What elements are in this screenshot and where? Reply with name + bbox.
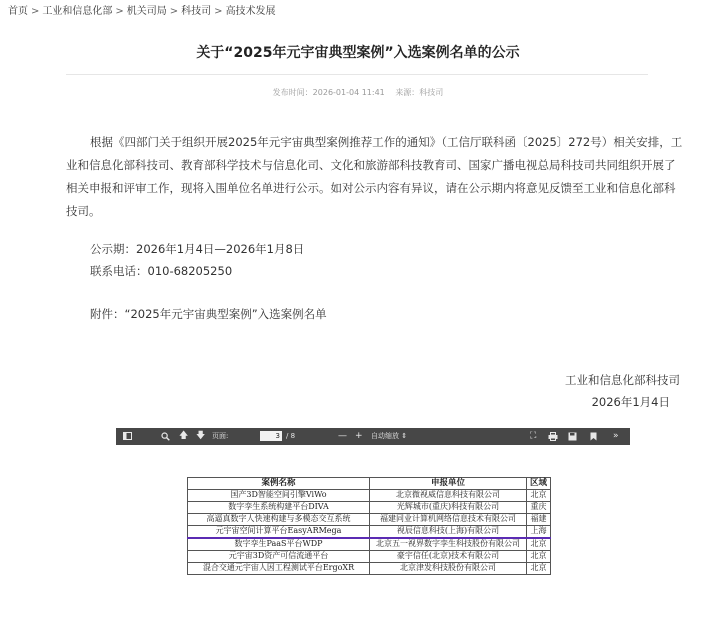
attachment-link[interactable]: 附件：“2025年元宇宙典型案例”入选案例名单 [90, 307, 327, 321]
case-name-cell: 元宇宙3D资产可信流通平台 [188, 551, 370, 563]
print-icon[interactable] [548, 428, 558, 445]
applicant-cell: 北京五一视界数字孪生科技股份有限公司 [370, 538, 527, 551]
applicant-cell: 北京津发科技股份有限公司 [370, 563, 527, 575]
arrow-down-icon[interactable]: 🡇 [196, 431, 206, 441]
table-row [188, 490, 551, 502]
table-row [188, 551, 551, 563]
case-name-cell: 数字孪生系统构建平台DIVA [188, 502, 370, 514]
header-case-name: 案例名称 [188, 478, 370, 490]
page-label: 页面: [212, 432, 229, 440]
pdf-page [116, 445, 630, 640]
pdf-viewer [116, 428, 630, 640]
breadcrumb-keji-link[interactable]: 科技司 [181, 6, 212, 17]
arrow-up-icon[interactable]: 🡅 [179, 431, 189, 441]
breadcrumb-departments-link[interactable]: 机关司局 [126, 6, 167, 17]
region-cell: 北京 [527, 563, 551, 575]
applicant-cell: 豪宇信任(北京)技术有限公司 [370, 551, 527, 563]
article-source: 来源：科技司 [395, 88, 444, 97]
region-cell: 北京 [527, 551, 551, 563]
title-divider [66, 74, 648, 75]
article-meta [0, 87, 716, 98]
breadcrumb-hightech-link[interactable]: 高技术发展 [225, 6, 276, 17]
breadcrumb-home-link[interactable]: 首页 [8, 6, 28, 17]
applicant-cell: 光辉城市(重庆)科技有限公司 [370, 502, 527, 514]
double-chevron-right-icon[interactable]: » [613, 431, 619, 441]
article-title: 关于“2025年元宇宙典型案例”入选案例名单的公示 [196, 45, 520, 61]
table-row [188, 563, 551, 575]
region-cell: 重庆 [527, 502, 551, 514]
save-icon[interactable] [568, 428, 577, 445]
region-cell: 福建 [527, 514, 551, 526]
region-cell: 上海 [527, 526, 551, 539]
applicant-cell: 福建同业计算机网络信息技术有限公司 [370, 514, 527, 526]
search-icon[interactable] [161, 428, 170, 445]
cases-table [187, 477, 551, 575]
table-row [188, 538, 551, 551]
bookmark-icon[interactable] [590, 428, 597, 445]
breadcrumb-separator: > [31, 6, 40, 17]
case-name-cell: 混合交通元宇宙人因工程测试平台ErgoXR [188, 563, 370, 575]
article-paragraph: 根据《四部门关于组织开展2025年元宇宙典型案例推荐工作的通知》（工信厅联科函〔2025〕272号）相关安排，工业和信息化部科技司、教育部科学技术与信息化司、文化和旅游部科技教育司、国家广播电视总局科技司共同组织开展了相关申报和评审工作，现将入围单位名单进行公示。如对公示内容有异议，请在公示期内将意见反馈至工业和信息化部科技司。 [66, 135, 683, 218]
breadcrumb-separator: > [214, 6, 223, 17]
sidebar-toggle-icon[interactable] [123, 428, 132, 445]
zoom-in-button[interactable]: + [355, 431, 363, 441]
table-header-row [188, 478, 551, 490]
table-row-highlighted [188, 526, 551, 539]
signature-org: 工业和信息化部科技司 [565, 373, 680, 387]
breadcrumb-miit-link[interactable]: 工业和信息化部 [42, 6, 113, 17]
header-region: 区域 [527, 478, 551, 490]
zoom-out-button[interactable]: — [338, 431, 347, 441]
case-name-cell: 数字孪生PaaS平台WDP [188, 538, 370, 551]
applicant-cell: 视辰信息科技(上海)有限公司 [370, 526, 527, 539]
applicant-cell: 北京微视威信息科技有限公司 [370, 490, 527, 502]
table-row [188, 514, 551, 526]
contact-phone: 联系电话：010-68205250 [90, 264, 233, 278]
zoom-select[interactable]: 自动缩放 ⇕ [371, 432, 408, 440]
case-name-cell: 元宇宙空间计算平台EasyARMega [188, 526, 370, 539]
case-name-cell: 高逼真数字人快速构建与多模态交互系统 [188, 514, 370, 526]
page-number-input[interactable] [260, 431, 282, 441]
page-total: / 8 [286, 432, 296, 440]
fullscreen-icon[interactable]: ⛶ [530, 431, 537, 441]
breadcrumb-separator: > [115, 6, 124, 17]
breadcrumb [8, 2, 276, 17]
publish-time: 发布时间：2026-01-04 11:41 [272, 88, 385, 97]
table-row [188, 502, 551, 514]
breadcrumb-separator: > [169, 6, 179, 17]
case-name-cell: 国产3D智能空间引擎ViWo [188, 490, 370, 502]
publicity-period: 公示期：2026年1月4日—2026年1月8日 [90, 242, 305, 256]
region-cell: 北京 [527, 490, 551, 502]
signature-date: 2026年1月4日 [591, 395, 670, 409]
region-cell: 北京 [527, 538, 551, 551]
pdf-toolbar [116, 428, 630, 445]
header-applicant: 申报单位 [370, 478, 527, 490]
